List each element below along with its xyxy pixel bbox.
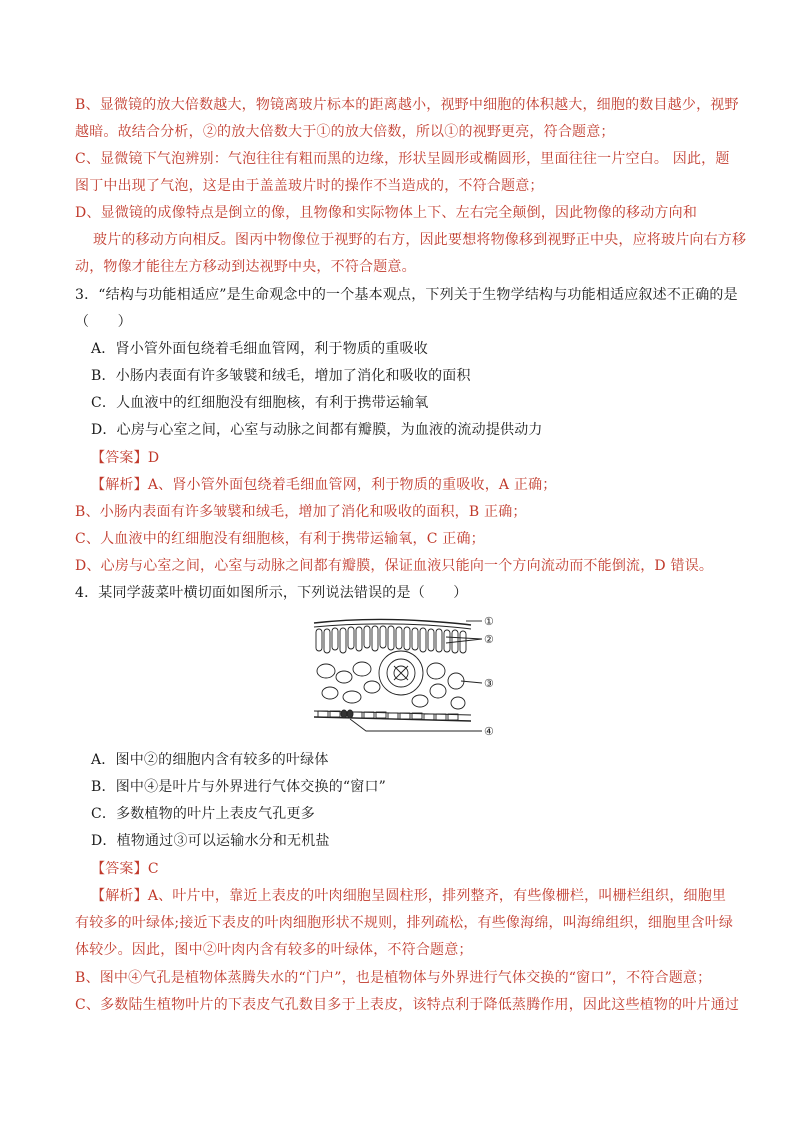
q4-answer: 【答案】C bbox=[91, 861, 159, 877]
q3-analysis-line3: C、人血液中的红细胞没有细胞核，有利于携带运输氧，C 正确； bbox=[75, 531, 485, 547]
explanation-c-line2: 图丁中出现了气泡，这是由于盖盖玻片时的操作不当造成的，不符合题意； bbox=[75, 178, 544, 194]
q3-option-c: C．人血液中的红细胞没有细胞核，有利于携带运输氧 bbox=[91, 395, 429, 411]
q3-option-d: D．心房与心室之间，心室与动脉之间都有瓣膜，为血液的流动提供动力 bbox=[91, 422, 543, 438]
q4-analysis-line1: 【解析】A、叶片中，靠近上表皮的叶肉细胞呈圆柱形，排列整齐，有些像栅栏，叫栅栏组织，细胞里 bbox=[91, 888, 727, 904]
q4-option-c: C．多数植物的叶片上表皮气孔更多 bbox=[91, 806, 315, 822]
figure-label-2: ② bbox=[484, 633, 494, 646]
q3-analysis-line1: 【解析】A、肾小管外面包绕着毛细血管网，利于物质的重吸收，A 正确； bbox=[91, 477, 557, 493]
q4-option-d: D．植物通过③可以运输水分和无机盐 bbox=[91, 833, 330, 849]
explanation-d-line1: D、显微镜的成像特点是倒立的像，且物像和实际物体上下、左右完全颠倒，因此物像的移动方向和 bbox=[75, 205, 698, 221]
explanation-d-line3: 动，物像才能往左方移动到达视野中央，不符合题意。 bbox=[75, 259, 416, 275]
q3-answer: 【答案】D bbox=[91, 450, 160, 466]
figure-label-3: ③ bbox=[484, 677, 494, 690]
leaf-cross-section-figure bbox=[306, 611, 502, 737]
q3-stem-line1: 3．“结构与功能相适应”是生命观念中的一个基本观点，下列关于生物学结构与功能相适应叙述不正确的是 bbox=[75, 287, 738, 303]
q4-analysis-line5: C、多数陆生植物叶片的下表皮气孔数目多于上表皮，该特点利于降低蒸腾作用，因此这些植物的叶片通过 bbox=[75, 997, 740, 1013]
explanation-c-line1: C、显微镜下气泡辨别：气泡往往有粗而黑的边缘，形状呈圆形或椭圆形，里面往往一片空白。 因此，题 bbox=[75, 151, 730, 167]
q3-analysis-line2: B、小肠内表面有许多皱襞和绒毛，增加了消化和吸收的面积，B 正确； bbox=[75, 504, 527, 520]
explanation-b-line2: 越暗。故结合分析，②的放大倍数大于①的放大倍数，所以①的视野更亮，符合题意； bbox=[75, 124, 615, 140]
figure-label-1: ① bbox=[484, 615, 494, 628]
q4-analysis-line4: B、图中④气孔是植物体蒸腾失水的“门户”，也是植物体与外界进行气体交换的“窗口”，不符合题意； bbox=[75, 970, 712, 986]
q3-analysis-line4: D、心房与心室之间，心室与动脉之间都有瓣膜，保证血液只能向一个方向流动而不能倒流，D 错误。 bbox=[75, 558, 714, 574]
q4-analysis-line3: 体较少。因此，图中②叶肉内含有较多的叶绿体，不符合题意； bbox=[75, 942, 473, 958]
explanation-b-line1: B、显微镜的放大倍数越大，物镜离玻片标本的距离越小，视野中细胞的体积越大，细胞的数目越少，视野 bbox=[75, 97, 739, 113]
q4-analysis-line2: 有较多的叶绿体;接近下表皮的叶肉细胞形状不规则，排列疏松，有些像海绵，叫海绵组织，细胞里含叶绿 bbox=[75, 915, 734, 931]
q4-option-b: B．图中④是叶片与外界进行气体交换的“窗口” bbox=[91, 779, 387, 795]
q3-option-a: A．肾小管外面包绕着毛细血管网，利于物质的重吸收 bbox=[91, 341, 428, 357]
q3-stem-line2: （ ） bbox=[75, 314, 132, 330]
q3-option-b: B．小肠内表面有许多皱襞和绒毛，增加了消化和吸收的面积 bbox=[91, 368, 471, 384]
q4-stem: 4．某同学菠菜叶横切面如图所示，下列说法错误的是（ ） bbox=[75, 585, 468, 601]
explanation-d-line2: 玻片的移动方向相反。图丙中物像位于视野的右方，因此要想将物像移到视野正中央，应将玻片向右方移 bbox=[93, 232, 747, 248]
figure-label-4: ④ bbox=[484, 725, 494, 737]
q4-option-a: A．图中②的细胞内含有较多的叶绿体 bbox=[91, 752, 329, 768]
